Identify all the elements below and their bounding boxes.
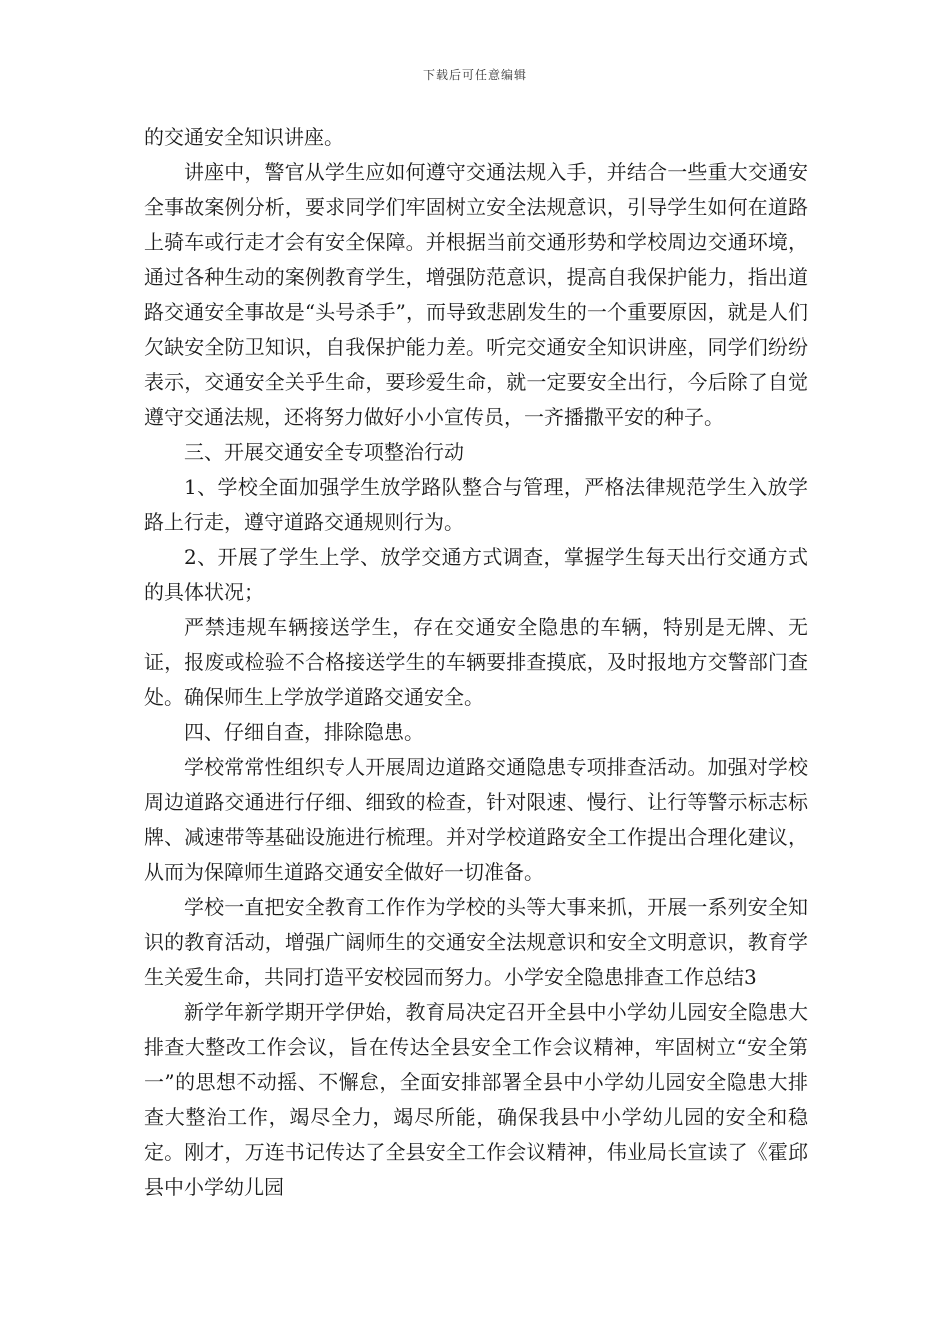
- paragraph: 2、开展了学生上学、放学交通方式调查，掌握学生每天出行交通方式的具体状况；: [144, 545, 808, 604]
- paragraph: 1、学校全面加强学生放学路队整合与管理，严格法律规范学生入放学路上行走，遵守道路交通规则行为。: [144, 475, 808, 534]
- paragraph: 讲座中，警官从学生应如何遵守交通法规入手，并结合一些重大交通安全事故案例分析，要求同学们牢固树立安全法规意识，引导学生如何在道路上骑车或行走才会有安全保障。并根据当前交通形势和学校周边交通环境，通过各种生动的案例教育学生，增强防范意识，提高自我保护能力，指出道路交通安全事故是“头号杀手”，而导致悲剧发生的一个重要原因，就是人们欠缺安全防卫知识，自我保护能力差。听完交通安全知识讲座，同学们纷纷表示，交通安全关乎生命，要珍爱生命，就一定要安全出行，今后除了自觉遵守交通法规，还将努力做好小小宣传员，一齐播撒平安的种子。: [144, 160, 808, 429]
- section-heading: 四、仔细自查，排除隐患。: [184, 720, 424, 744]
- paragraph: 的交通安全知识讲座。: [144, 125, 344, 149]
- paragraph: 学校一直把安全教育工作作为学校的头等大事来抓，开展一系列安全知识的教育活动，增强广阔师生的交通安全法规意识和安全文明意识，教育学生关爱生命，共同打造平安校园而努力。小学安全隐患排查工作总结3: [144, 895, 808, 989]
- document-body: [144, 120, 808, 1205]
- section-heading: 三、开展交通安全专项整治行动: [184, 440, 464, 464]
- paragraph: 严禁违规车辆接送学生，存在交通安全隐患的车辆，特别是无牌、无证，报废或检验不合格接送学生的车辆要排查摸底，及时报地方交警部门查处。确保师生上学放学道路交通安全。: [144, 615, 808, 709]
- paragraph: 新学年新学期开学伊始，教育局决定召开全县中小学幼儿园安全隐患大排查大整改工作会议，旨在传达全县安全工作会议精神，牢固树立“安全第一”的思想不动摇、不懈怠，全面安排部署全县中小学幼儿园安全隐患大排查大整治工作，竭尽全力，竭尽所能，确保我县中小学幼儿园的安全和稳定。刚才，万连书记传达了全县安全工作会议精神，伟业局长宣读了《霍邱县中小学幼儿园: [144, 1000, 808, 1199]
- paragraph: 学校常常性组织专人开展周边道路交通隐患专项排查活动。加强对学校周边道路交通进行仔细、细致的检查，针对限速、慢行、让行等警示标志标牌、减速带等基础设施进行梳理。并对学校道路安全工作提出合理化建议，从而为保障师生道路交通安全做好一切准备。: [144, 755, 808, 884]
- page-header: 下载后可任意编辑: [422, 68, 527, 82]
